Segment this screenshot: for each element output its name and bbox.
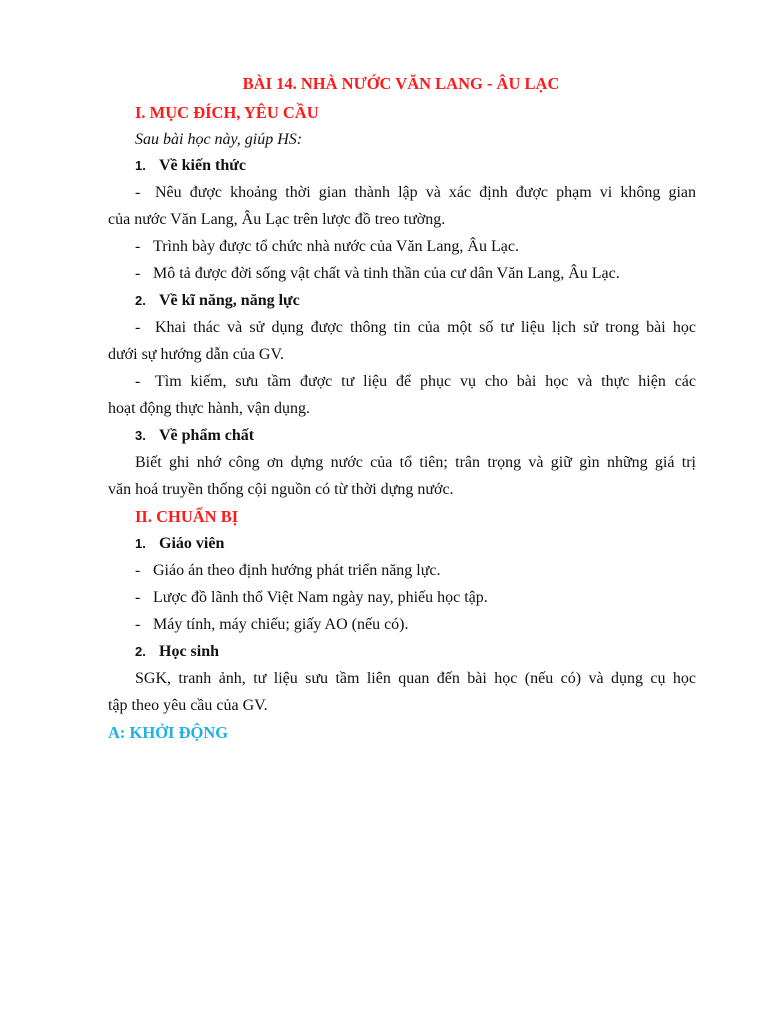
section-1-intro: Sau bài học này, giúp HS: bbox=[135, 131, 303, 148]
sub-1-2-title: Về kĩ năng, năng lực bbox=[159, 292, 300, 309]
teacher-item-3: Máy tính, máy chiếu; giấy AO (nếu có). bbox=[153, 616, 409, 633]
knowledge-item-3: Mô tả được đời sống vật chất và tinh thần của cư dân Văn Lang, Âu Lạc. bbox=[153, 265, 620, 282]
bullet-dash: - bbox=[135, 184, 141, 201]
knowledge-item-2: Trình bày được tổ chức nhà nước của Văn Lang, Âu Lạc. bbox=[153, 238, 519, 255]
bullet-dash: - bbox=[135, 589, 141, 606]
bullet-dash: - bbox=[135, 319, 141, 336]
bullet-dash: - bbox=[135, 265, 141, 282]
bullet-dash: - bbox=[135, 373, 141, 390]
bullet-dash: - bbox=[135, 238, 141, 255]
sub-1-1-title: Về kiến thức bbox=[159, 157, 246, 174]
student-paragraph-line-2: tập theo yêu cầu của GV. bbox=[108, 697, 268, 714]
sub-1-3-number: 3. bbox=[135, 428, 146, 443]
teacher-item-2: Lược đồ lãnh thổ Việt Nam ngày nay, phiếu học tập. bbox=[153, 589, 488, 606]
sub-2-1-title: Giáo viên bbox=[159, 535, 225, 552]
sub-2-2-title: Học sinh bbox=[159, 643, 220, 660]
section-a-heading: A: KHỞI ĐỘNG bbox=[108, 723, 229, 742]
quality-paragraph-line-2: văn hoá truyền thống cội nguồn có từ thời dựng nước. bbox=[108, 481, 454, 498]
section-2-heading: II. CHUẨN BỊ bbox=[135, 507, 239, 526]
skill-item-1-line-2: dưới sự hướng dẫn của GV. bbox=[108, 346, 284, 363]
quality-paragraph-line-1: Biết ghi nhớ công ơn dựng nước của tổ tiên; trân trọng và giữ gìn những giá trị bbox=[135, 454, 696, 471]
section-1-heading: I. MỤC ĐÍCH, YÊU CẦU bbox=[135, 103, 319, 122]
bullet-dash: - bbox=[135, 562, 141, 579]
sub-1-1-number: 1. bbox=[135, 158, 146, 173]
skill-item-2-line-2: hoạt động thực hành, vận dụng. bbox=[108, 400, 310, 417]
sub-1-3-title: Về phẩm chất bbox=[159, 427, 255, 444]
sub-2-1-number: 1. bbox=[135, 536, 146, 551]
bullet-dash: - bbox=[135, 616, 141, 633]
teacher-item-1: Giáo án theo định hướng phát triển năng lực. bbox=[153, 562, 441, 579]
sub-1-2-number: 2. bbox=[135, 293, 146, 308]
skill-item-1-line-1: Khai thác và sử dụng được thông tin của một số tư liệu lịch sử trong bài học bbox=[155, 319, 696, 336]
sub-2-2-number: 2. bbox=[135, 644, 146, 659]
skill-item-2-line-1: Tìm kiếm, sưu tầm được tư liệu để phục vụ cho bài học và thực hiện các bbox=[155, 373, 696, 390]
knowledge-item-1-line-1: Nêu được khoảng thời gian thành lập và xác định được phạm vi không gian bbox=[155, 184, 696, 201]
student-paragraph-line-1: SGK, tranh ảnh, tư liệu sưu tầm liên quan đến bài học (nếu có) và dụng cụ học bbox=[135, 670, 696, 687]
knowledge-item-1-line-2: của nước Văn Lang, Âu Lạc trên lược đồ treo tường. bbox=[108, 211, 446, 228]
lesson-title: BÀI 14. NHÀ NƯỚC VĂN LANG - ÂU LẠC bbox=[242, 74, 560, 93]
